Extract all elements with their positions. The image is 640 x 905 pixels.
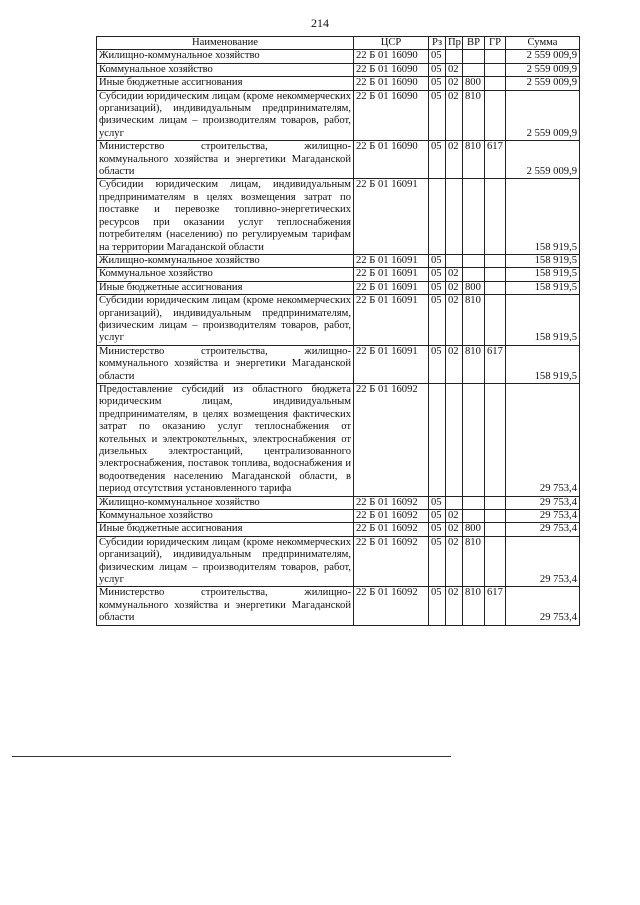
cell-name: Иные бюджетные ассигнования	[97, 281, 354, 294]
cell-gr: 617	[485, 345, 506, 383]
cell-sum: 2 559 009,9	[506, 63, 580, 76]
cell-csr: 22 Б 01 16091	[354, 281, 429, 294]
cell-sum: 29 753,4	[506, 536, 580, 587]
table-row	[97, 63, 580, 76]
cell-vr	[463, 268, 485, 281]
table-row	[97, 510, 580, 523]
header-gr: ГР	[485, 37, 506, 50]
cell-vr	[463, 254, 485, 267]
table-row	[97, 254, 580, 267]
cell-vr: 810	[463, 295, 485, 346]
cell-gr	[485, 179, 506, 254]
cell-rz: 05	[429, 90, 446, 141]
cell-name: Коммунальное хозяйство	[97, 63, 354, 76]
cell-vr: 810	[463, 141, 485, 179]
cell-vr	[463, 63, 485, 76]
cell-rz: 05	[429, 141, 446, 179]
table-row	[97, 587, 580, 625]
cell-pr	[446, 383, 463, 496]
table-row	[97, 50, 580, 63]
table-header-row	[97, 37, 580, 50]
budget-table	[96, 36, 580, 626]
cell-vr: 800	[463, 77, 485, 90]
cell-vr: 810	[463, 345, 485, 383]
header-vr: ВР	[463, 37, 485, 50]
cell-sum: 29 753,4	[506, 496, 580, 509]
cell-gr	[485, 523, 506, 536]
cell-name: Субсидии юридическим лицам (кроме некоммерческих организаций), индивидуальным предпринимателям, физическим лицам – производителям товаров, работ, услуг	[97, 90, 354, 141]
cell-vr: 800	[463, 523, 485, 536]
cell-csr: 22 Б 01 16091	[354, 295, 429, 346]
cell-pr: 02	[446, 63, 463, 76]
cell-rz: 05	[429, 510, 446, 523]
cell-sum: 158 919,5	[506, 254, 580, 267]
cell-vr: 810	[463, 90, 485, 141]
cell-rz	[429, 383, 446, 496]
cell-rz: 05	[429, 295, 446, 346]
cell-rz: 05	[429, 63, 446, 76]
cell-name: Жилищно-коммунальное хозяйство	[97, 50, 354, 63]
cell-gr	[485, 281, 506, 294]
cell-pr: 02	[446, 281, 463, 294]
cell-pr: 02	[446, 345, 463, 383]
cell-rz: 05	[429, 345, 446, 383]
cell-name: Министерство строительства, жилищно-коммунального хозяйства и энергетики Магаданской области	[97, 587, 354, 625]
cell-vr	[463, 510, 485, 523]
cell-sum: 29 753,4	[506, 383, 580, 496]
cell-gr	[485, 496, 506, 509]
cell-pr: 02	[446, 141, 463, 179]
cell-gr	[485, 510, 506, 523]
cell-gr: 617	[485, 587, 506, 625]
cell-name: Министерство строительства, жилищно-коммунального хозяйства и энергетики Магаданской области	[97, 141, 354, 179]
cell-gr: 617	[485, 141, 506, 179]
cell-name: Субсидии юридическим лицам (кроме некоммерческих организаций), индивидуальным предпринимателям, физическим лицам – производителям товаров, работ, услуг	[97, 536, 354, 587]
cell-csr: 22 Б 01 16092	[354, 587, 429, 625]
table-row	[97, 179, 580, 254]
cell-rz: 05	[429, 281, 446, 294]
cell-vr	[463, 383, 485, 496]
cell-csr: 22 Б 01 16092	[354, 383, 429, 496]
cell-csr: 22 Б 01 16090	[354, 50, 429, 63]
table-row	[97, 345, 580, 383]
cell-sum: 29 753,4	[506, 510, 580, 523]
cell-gr	[485, 268, 506, 281]
cell-pr: 02	[446, 536, 463, 587]
cell-rz: 05	[429, 587, 446, 625]
cell-gr	[485, 77, 506, 90]
cell-rz: 05	[429, 77, 446, 90]
cell-vr	[463, 496, 485, 509]
cell-pr	[446, 496, 463, 509]
cell-rz: 05	[429, 50, 446, 63]
cell-pr	[446, 179, 463, 254]
cell-gr	[485, 50, 506, 63]
cell-gr	[485, 383, 506, 496]
cell-csr: 22 Б 01 16091	[354, 268, 429, 281]
cell-rz: 05	[429, 536, 446, 587]
cell-csr: 22 Б 01 16090	[354, 141, 429, 179]
cell-pr: 02	[446, 268, 463, 281]
cell-vr: 800	[463, 281, 485, 294]
cell-sum: 2 559 009,9	[506, 50, 580, 63]
cell-csr: 22 Б 01 16090	[354, 77, 429, 90]
cell-vr: 810	[463, 587, 485, 625]
cell-gr	[485, 90, 506, 141]
cell-gr	[485, 63, 506, 76]
cell-name: Иные бюджетные ассигнования	[97, 523, 354, 536]
cell-sum: 2 559 009,9	[506, 141, 580, 179]
cell-csr: 22 Б 01 16090	[354, 63, 429, 76]
cell-name: Субсидии юридическим лицам (кроме некоммерческих организаций), индивидуальным предпринимателям, физическим лицам – производителям товаров, работ, услуг	[97, 295, 354, 346]
cell-csr: 22 Б 01 16091	[354, 254, 429, 267]
cell-csr: 22 Б 01 16092	[354, 523, 429, 536]
cell-name: Жилищно-коммунальное хозяйство	[97, 254, 354, 267]
page-number: 214	[311, 16, 329, 30]
cell-name: Предоставление субсидий из областного бюджета юридическим лицам, индивидуальным предпринимателям, в целях возмещения фактических затрат по оказанию услуг теплоснабжения от котельных и электрокотельных, электроснабжения от дизельных электростанций, централизованного электроснабжения, поставок топлива, водоснабжения и водоотведения населению Магаданской области, в период отсутствия установленного тарифа	[97, 383, 354, 496]
table-row	[97, 281, 580, 294]
cell-name: Коммунальное хозяйство	[97, 510, 354, 523]
cell-rz: 05	[429, 254, 446, 267]
cell-vr	[463, 50, 485, 63]
table-row	[97, 90, 580, 141]
cell-sum: 2 559 009,9	[506, 77, 580, 90]
cell-rz: 05	[429, 268, 446, 281]
cell-sum: 158 919,5	[506, 268, 580, 281]
cell-pr	[446, 254, 463, 267]
cell-vr	[463, 179, 485, 254]
header-sum: Сумма	[506, 37, 580, 50]
cell-pr: 02	[446, 510, 463, 523]
cell-rz: 05	[429, 523, 446, 536]
table-row	[97, 536, 580, 587]
cell-gr	[485, 254, 506, 267]
cell-csr: 22 Б 01 16092	[354, 510, 429, 523]
cell-csr: 22 Б 01 16092	[354, 536, 429, 587]
table-row	[97, 295, 580, 346]
table-row	[97, 496, 580, 509]
cell-name: Иные бюджетные ассигнования	[97, 77, 354, 90]
table-row	[97, 77, 580, 90]
cell-pr: 02	[446, 587, 463, 625]
cell-rz: 05	[429, 496, 446, 509]
cell-pr: 02	[446, 523, 463, 536]
cell-sum: 29 753,4	[506, 587, 580, 625]
cell-csr: 22 Б 01 16090	[354, 90, 429, 141]
cell-sum: 158 919,5	[506, 281, 580, 294]
cell-pr: 02	[446, 90, 463, 141]
cell-csr: 22 Б 01 16091	[354, 179, 429, 254]
cell-vr: 810	[463, 536, 485, 587]
cell-pr: 02	[446, 77, 463, 90]
cell-sum: 158 919,5	[506, 179, 580, 254]
cell-name: Субсидии юридическим лицам, индивидуальным предпринимателям в целях возмещения затрат по поставке и перевозке топливно-энергетических ресурсов при оказании услуг теплоснабжения потребителям (населению) по регулируемым тарифам на территории Магаданской области	[97, 179, 354, 254]
table-row	[97, 383, 580, 496]
header-name: Наименование	[97, 37, 354, 50]
cell-sum: 158 919,5	[506, 345, 580, 383]
cell-csr: 22 Б 01 16092	[354, 496, 429, 509]
cell-pr	[446, 50, 463, 63]
cell-gr	[485, 295, 506, 346]
cell-sum: 158 919,5	[506, 295, 580, 346]
footer-divider	[12, 756, 451, 757]
cell-name: Коммунальное хозяйство	[97, 268, 354, 281]
cell-csr: 22 Б 01 16091	[354, 345, 429, 383]
cell-name: Жилищно-коммунальное хозяйство	[97, 496, 354, 509]
table-row	[97, 268, 580, 281]
header-rz: Рз	[429, 37, 446, 50]
cell-sum: 29 753,4	[506, 523, 580, 536]
header-csr: ЦСР	[354, 37, 429, 50]
table-row	[97, 141, 580, 179]
cell-pr: 02	[446, 295, 463, 346]
table-row	[97, 523, 580, 536]
header-pr: Пр	[446, 37, 463, 50]
cell-gr	[485, 536, 506, 587]
cell-name: Министерство строительства, жилищно-коммунального хозяйства и энергетики Магаданской области	[97, 345, 354, 383]
cell-rz	[429, 179, 446, 254]
cell-sum: 2 559 009,9	[506, 90, 580, 141]
